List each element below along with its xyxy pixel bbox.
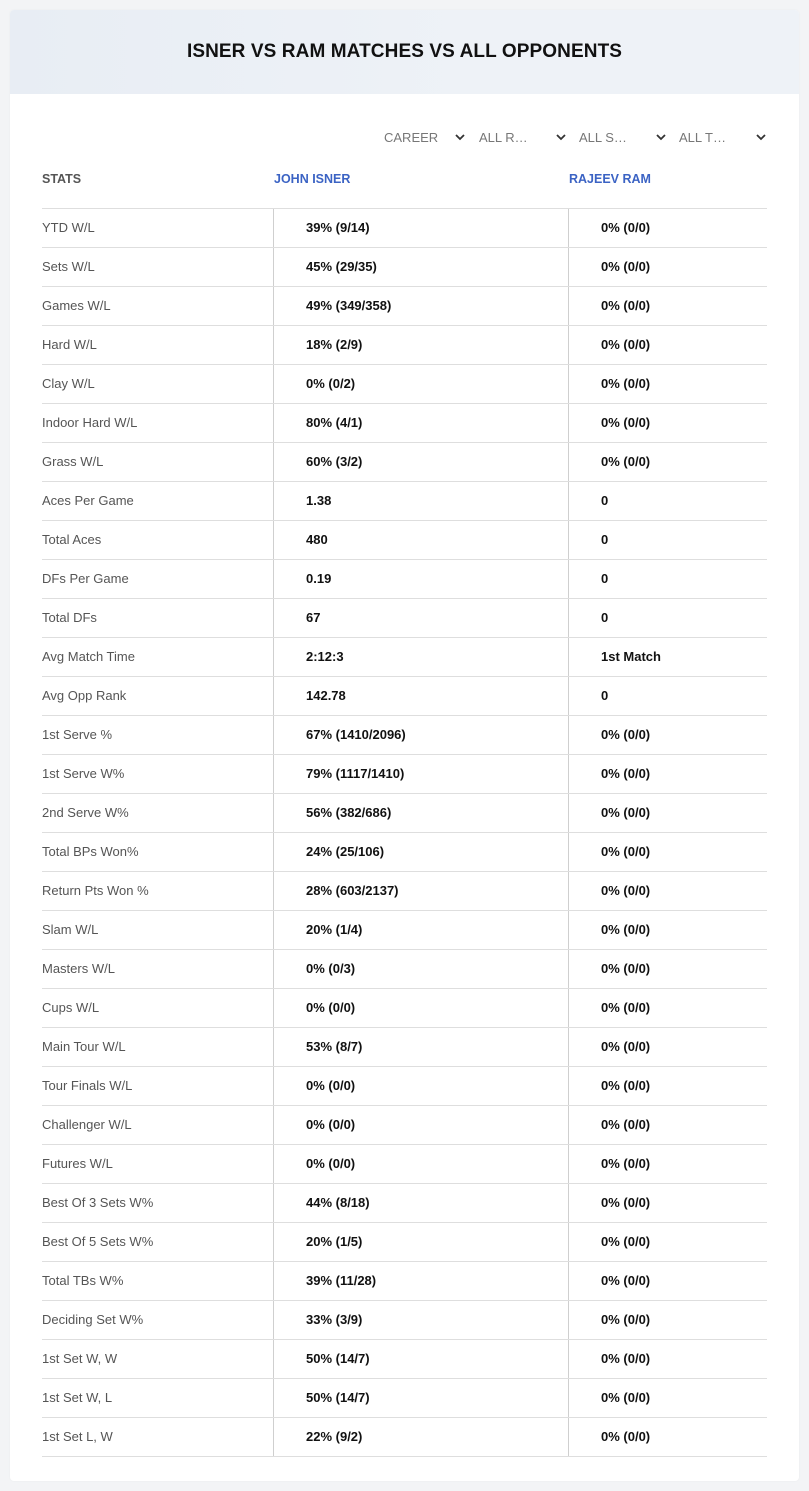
john-isner-value: 33% (3/9)	[273, 1301, 568, 1339]
rajeev-ram-value: 0% (0/0)	[568, 833, 767, 871]
filter-bar	[10, 125, 799, 149]
john-isner-value: 67% (1410/2096)	[273, 716, 568, 754]
table-row	[42, 1340, 767, 1379]
chevron-down-icon	[755, 131, 767, 143]
table-row	[42, 1379, 767, 1418]
table-row	[42, 209, 767, 248]
stat-label: Indoor Hard W/L	[42, 415, 138, 430]
filter-round-select[interactable]	[479, 125, 567, 149]
rajeev-ram-value: 0% (0/0)	[568, 1106, 767, 1144]
table-row	[42, 1145, 767, 1184]
rajeev-ram-value: 0	[568, 482, 767, 520]
rajeev-ram-value: 0% (0/0)	[568, 716, 767, 754]
rajeev-ram-value: 0% (0/0)	[568, 1067, 767, 1105]
table-row	[42, 716, 767, 755]
john-isner-value: 44% (8/18)	[273, 1184, 568, 1222]
rajeev-ram-value: 0% (0/0)	[568, 443, 767, 481]
stat-label: Total BPs Won%	[42, 844, 139, 859]
stats-card	[10, 10, 799, 1481]
john-isner-value: 142.78	[273, 677, 568, 715]
rajeev-ram-value: 0	[568, 521, 767, 559]
rajeev-ram-value: 0% (0/0)	[568, 911, 767, 949]
stat-label: 1st Set W, W	[42, 1351, 118, 1366]
john-isner-value: 22% (9/2)	[273, 1418, 568, 1456]
rajeev-ram-value: 1st Match	[568, 638, 767, 676]
table-row	[42, 521, 767, 560]
table-row	[42, 989, 767, 1028]
filter-surface-select[interactable]	[579, 125, 667, 149]
stat-label: Hard W/L	[42, 337, 97, 352]
rajeev-ram-value: 0% (0/0)	[568, 794, 767, 832]
john-isner-value: 50% (14/7)	[273, 1379, 568, 1417]
stat-label: Total TBs W%	[42, 1273, 124, 1288]
john-isner-value: 28% (603/2137)	[273, 872, 568, 910]
rajeev-ram-value: 0% (0/0)	[568, 209, 767, 247]
john-isner-value: 0% (0/0)	[273, 1106, 568, 1144]
rajeev-ram-value: 0% (0/0)	[568, 248, 767, 286]
stat-label: Best Of 5 Sets W%	[42, 1234, 154, 1249]
card-header	[10, 10, 799, 94]
stat-label: Total DFs	[42, 610, 97, 625]
table-row	[42, 1106, 767, 1145]
filter-tournament-select[interactable]	[679, 125, 767, 149]
john-isner-value: 18% (2/9)	[273, 326, 568, 364]
column-header-john-isner-link[interactable]: JOHN ISNER	[274, 172, 351, 186]
stat-label: Futures W/L	[42, 1156, 113, 1171]
john-isner-value: 2:12:3	[273, 638, 568, 676]
stat-label: Masters W/L	[42, 961, 115, 976]
rajeev-ram-value: 0% (0/0)	[568, 989, 767, 1027]
rajeev-ram-value: 0% (0/0)	[568, 1379, 767, 1417]
john-isner-value: 50% (14/7)	[273, 1340, 568, 1378]
john-isner-value: 0% (0/2)	[273, 365, 568, 403]
table-row	[42, 482, 767, 521]
john-isner-value: 60% (3/2)	[273, 443, 568, 481]
rajeev-ram-value: 0% (0/0)	[568, 1184, 767, 1222]
stat-label: Sets W/L	[42, 259, 95, 274]
stat-label: Avg Match Time	[42, 649, 135, 664]
stat-label: Aces Per Game	[42, 493, 134, 508]
chevron-down-icon	[555, 131, 567, 143]
rajeev-ram-value: 0	[568, 599, 767, 637]
rajeev-ram-value: 0% (0/0)	[568, 365, 767, 403]
john-isner-value: 0% (0/0)	[273, 989, 568, 1027]
chevron-down-icon	[655, 131, 667, 143]
table-row	[42, 1262, 767, 1301]
john-isner-value: 49% (349/358)	[273, 287, 568, 325]
rajeev-ram-value: 0% (0/0)	[568, 1262, 767, 1300]
john-isner-value: 20% (1/4)	[273, 911, 568, 949]
stat-label: Clay W/L	[42, 376, 95, 391]
table-row	[42, 326, 767, 365]
stat-label: Games W/L	[42, 298, 111, 313]
stat-label: Grass W/L	[42, 454, 104, 469]
table-row	[42, 950, 767, 989]
table-row	[42, 794, 767, 833]
stat-label: Main Tour W/L	[42, 1039, 126, 1054]
rajeev-ram-value: 0% (0/0)	[568, 287, 767, 325]
column-header-rajeev-ram-link[interactable]: RAJEEV RAM	[569, 172, 651, 186]
table-row	[42, 1184, 767, 1223]
stats-table-body	[42, 208, 767, 1457]
rajeev-ram-value: 0% (0/0)	[568, 755, 767, 793]
rajeev-ram-value: 0% (0/0)	[568, 1301, 767, 1339]
filter-surface-value: ALL S…	[579, 129, 627, 145]
john-isner-value: 67	[273, 599, 568, 637]
table-header	[42, 170, 767, 208]
john-isner-value: 0% (0/3)	[273, 950, 568, 988]
column-header-stats: STATS	[42, 172, 82, 186]
rajeev-ram-value: 0	[568, 677, 767, 715]
john-isner-value: 0% (0/0)	[273, 1067, 568, 1105]
john-isner-value: 80% (4/1)	[273, 404, 568, 442]
table-row	[42, 1028, 767, 1067]
rajeev-ram-value: 0% (0/0)	[568, 950, 767, 988]
rajeev-ram-value: 0% (0/0)	[568, 1340, 767, 1378]
john-isner-value: 79% (1117/1410)	[273, 755, 568, 793]
stat-label: 2nd Serve W%	[42, 805, 129, 820]
john-isner-value: 39% (11/28)	[273, 1262, 568, 1300]
filter-tournament-value: ALL T…	[679, 129, 726, 145]
john-isner-value: 56% (382/686)	[273, 794, 568, 832]
john-isner-value: 39% (9/14)	[273, 209, 568, 247]
filter-period-value: CAREER	[384, 129, 439, 145]
table-row	[42, 1067, 767, 1106]
table-row	[42, 443, 767, 482]
table-row	[42, 599, 767, 638]
john-isner-value: 53% (8/7)	[273, 1028, 568, 1066]
stat-label: 1st Serve W%	[42, 766, 125, 781]
table-row	[42, 1301, 767, 1340]
filter-round-value: ALL R…	[479, 129, 528, 145]
rajeev-ram-value: 0% (0/0)	[568, 872, 767, 910]
stat-label: Return Pts Won %	[42, 883, 149, 898]
stat-label: 1st Set L, W	[42, 1429, 113, 1444]
table-row	[42, 755, 767, 794]
table-row	[42, 638, 767, 677]
table-row	[42, 287, 767, 326]
stat-label: Avg Opp Rank	[42, 688, 127, 703]
stat-label: Slam W/L	[42, 922, 99, 937]
stat-label: Challenger W/L	[42, 1117, 132, 1132]
table-row	[42, 833, 767, 872]
stat-label: 1st Set W, L	[42, 1390, 113, 1405]
table-row	[42, 248, 767, 287]
table-row	[42, 677, 767, 716]
john-isner-value: 20% (1/5)	[273, 1223, 568, 1261]
rajeev-ram-value: 0% (0/0)	[568, 1223, 767, 1261]
john-isner-value: 0% (0/0)	[273, 1145, 568, 1183]
john-isner-value: 24% (25/106)	[273, 833, 568, 871]
john-isner-value: 480	[273, 521, 568, 559]
rajeev-ram-value: 0	[568, 560, 767, 598]
stat-label: Tour Finals W/L	[42, 1078, 133, 1093]
stat-label: Cups W/L	[42, 1000, 100, 1015]
filter-period-select[interactable]	[384, 125, 466, 149]
rajeev-ram-value: 0% (0/0)	[568, 326, 767, 364]
stat-label: YTD W/L	[42, 220, 95, 235]
stat-label: DFs Per Game	[42, 571, 129, 586]
stat-label: 1st Serve %	[42, 727, 113, 742]
john-isner-value: 1.38	[273, 482, 568, 520]
table-row	[42, 404, 767, 443]
stat-label: Deciding Set W%	[42, 1312, 144, 1327]
john-isner-value: 45% (29/35)	[273, 248, 568, 286]
rajeev-ram-value: 0% (0/0)	[568, 1418, 767, 1456]
table-row	[42, 872, 767, 911]
rajeev-ram-value: 0% (0/0)	[568, 1028, 767, 1066]
table-row	[42, 1418, 767, 1457]
stat-label: Best Of 3 Sets W%	[42, 1195, 154, 1210]
rajeev-ram-value: 0% (0/0)	[568, 404, 767, 442]
chevron-down-icon	[454, 131, 466, 143]
table-row	[42, 560, 767, 599]
table-row	[42, 365, 767, 404]
table-row	[42, 1223, 767, 1262]
rajeev-ram-value: 0% (0/0)	[568, 1145, 767, 1183]
page-title: ISNER VS RAM MATCHES VS ALL OPPONENTS	[186, 41, 623, 62]
table-row	[42, 911, 767, 950]
john-isner-value: 0.19	[273, 560, 568, 598]
stat-label: Total Aces	[42, 532, 102, 547]
